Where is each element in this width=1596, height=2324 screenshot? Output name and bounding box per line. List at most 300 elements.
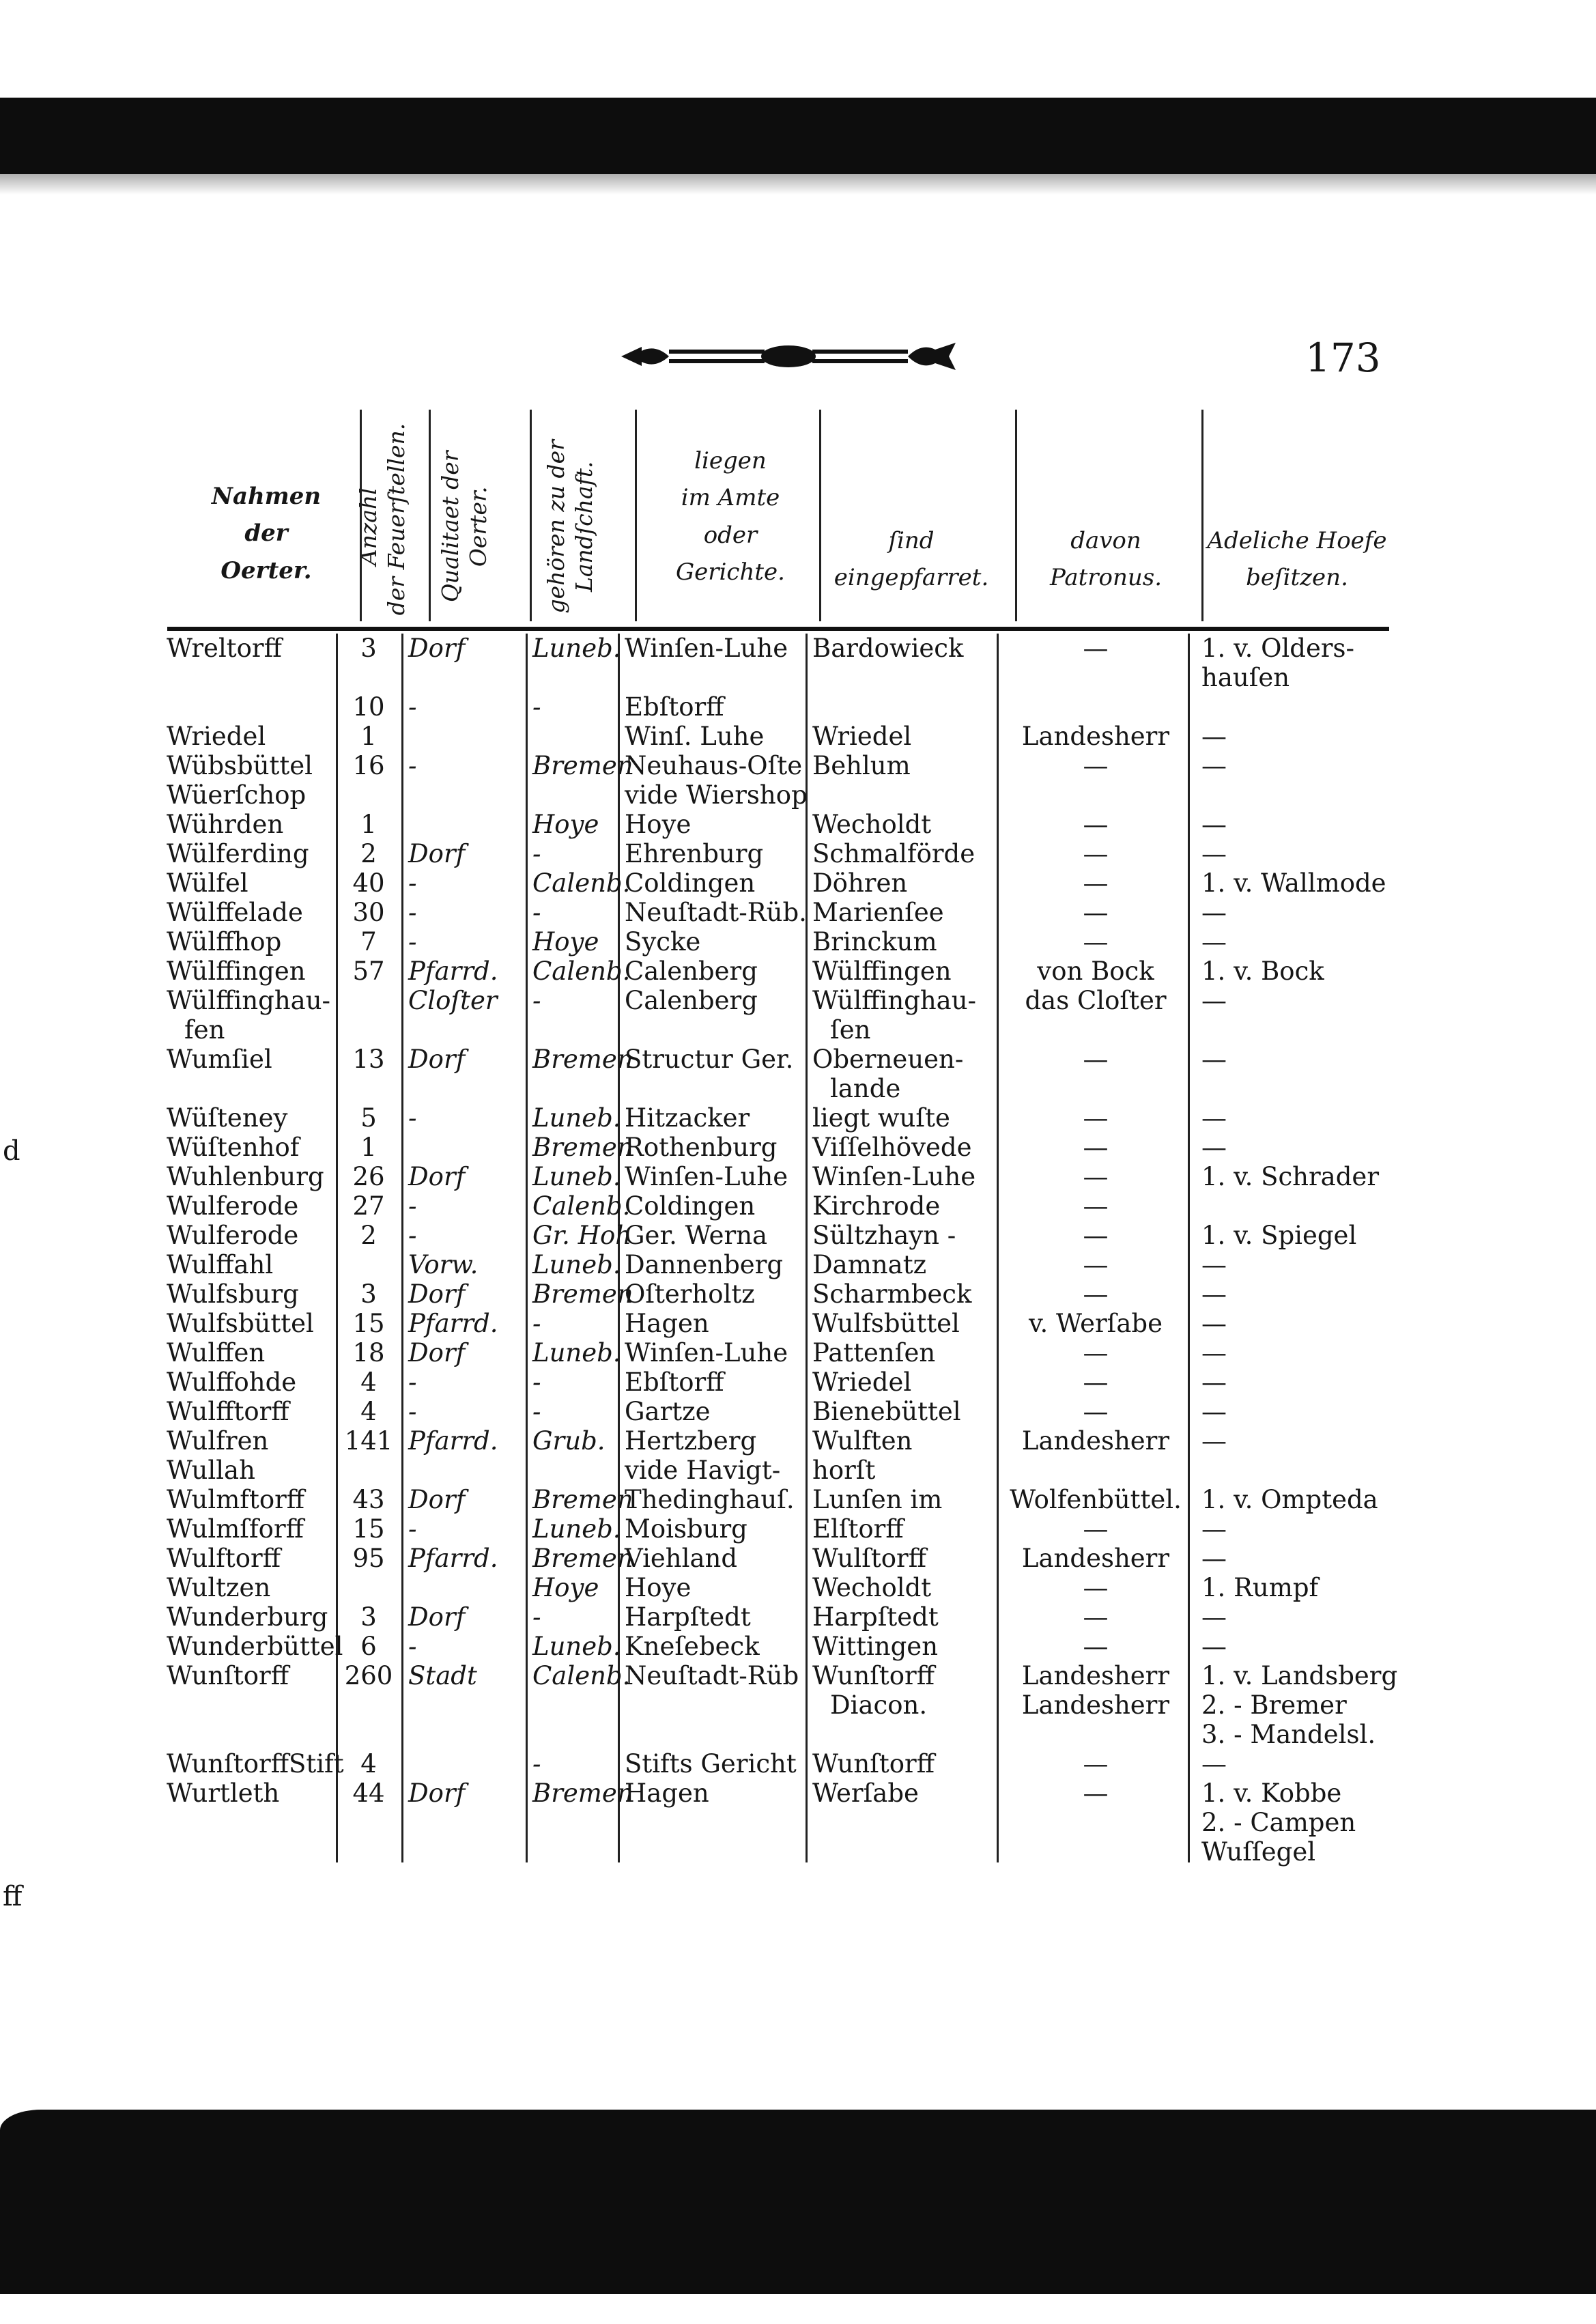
cell-name (157, 1133, 336, 1162)
table-row (157, 1485, 1399, 1514)
cell-noble (1188, 634, 1399, 692)
cell-pat (997, 1338, 1188, 1368)
cell-line: Wulfsbüttel (812, 1309, 960, 1338)
cell-line: Cloſter (408, 986, 498, 1015)
cell-land (526, 1338, 621, 1368)
cell-line: Gartze (625, 1397, 711, 1426)
cell-name (157, 810, 336, 839)
table-row (157, 1309, 1399, 1338)
cell-amt (618, 1045, 806, 1103)
cell-line: - (532, 1368, 541, 1397)
cell-fire (336, 751, 401, 780)
cell-line: 2. - Campen (1201, 1808, 1356, 1837)
cell-line: - (408, 868, 417, 898)
cell-line: - (532, 1749, 541, 1779)
cell-line: Kirchrode (812, 1191, 941, 1221)
cell-line: Werſabe (812, 1779, 919, 1808)
cell-line: 1. Rumpf (1201, 1573, 1319, 1602)
cell-amt (618, 1250, 806, 1279)
cell-land (526, 1544, 633, 1573)
cell-pat (997, 1602, 1188, 1632)
cell-amt (618, 868, 806, 898)
cell-line: Wülffinghau- (167, 986, 331, 1015)
cell-pat (997, 1632, 1188, 1661)
cell-pat (997, 1191, 1188, 1221)
cell-line: 95 (352, 1544, 385, 1573)
cell-name (157, 986, 336, 1045)
cell-noble (1188, 927, 1399, 956)
cell-line: Hoye (532, 927, 599, 956)
cell-par (806, 810, 997, 839)
cell-line: Wunſtorff (812, 1661, 935, 1690)
header-line: ſind (888, 527, 935, 554)
table-row (157, 1632, 1399, 1661)
cell-line: vide Havigt- (625, 1456, 781, 1485)
cell-noble (1188, 1221, 1399, 1250)
cell-qual (401, 1397, 526, 1426)
cell-line (408, 1133, 526, 1162)
cell-line: 13 (352, 1045, 385, 1074)
table-row (157, 1279, 1399, 1309)
cell-par (806, 1250, 997, 1279)
cell-line: Wüſteney (167, 1103, 288, 1133)
table-row (157, 810, 1399, 839)
table-row (157, 1250, 1399, 1279)
cell-line: Dorf (408, 839, 466, 868)
cell-noble (1188, 1250, 1399, 1279)
cell-line: 1. v. Spiegel (1201, 1221, 1357, 1250)
cell-fire (336, 1573, 401, 1602)
cell-line: - (408, 927, 417, 956)
cell-name (157, 1661, 336, 1749)
cell-line: Dorf (408, 1485, 466, 1514)
cell-line: Wulferode (167, 1191, 299, 1221)
cell-fire (336, 1426, 401, 1456)
header-rule (819, 410, 821, 621)
cell-par (806, 956, 997, 986)
cell-line: Wülfel (167, 868, 248, 898)
cell-line: — (1201, 1045, 1227, 1074)
cell-line: Hagen (625, 1309, 709, 1338)
cell-line: Wüſtenhof (167, 1133, 300, 1162)
cell-land (526, 1309, 618, 1338)
cell-fire (336, 1514, 401, 1544)
cell-par (806, 898, 997, 927)
cell-line: 1 (360, 810, 377, 839)
cell-line: 7 (360, 927, 377, 956)
cell-fire (336, 1368, 401, 1397)
cell-line: Ebſtorff (625, 1368, 724, 1397)
cell-par (806, 1573, 997, 1602)
cell-land (526, 1133, 633, 1162)
cell-land (526, 1191, 631, 1221)
cell-line: Wurtleth (167, 1779, 280, 1808)
cell-line: - (532, 1602, 541, 1632)
cell-line (408, 1749, 526, 1779)
cell-par (806, 1426, 997, 1456)
cell-name (157, 1338, 336, 1368)
cell-amt (618, 927, 806, 956)
cell-line (1201, 1456, 1399, 1485)
cell-line: — (1201, 898, 1227, 927)
cell-pat (997, 810, 1188, 839)
table-row (157, 956, 1399, 986)
cell-line: — (1083, 810, 1109, 839)
cell-noble (1188, 898, 1399, 927)
cell-pat (997, 780, 1188, 810)
cell-line: WunſtorffStift (167, 1749, 344, 1779)
header-fire (354, 423, 411, 616)
header-line: Landſchaft. (571, 461, 597, 593)
cell-noble (1188, 1279, 1399, 1309)
cell-line: - (532, 692, 541, 722)
cell-qual (401, 1779, 526, 1867)
cell-pat (997, 1779, 1188, 1867)
cell-line: ſen (830, 1015, 871, 1045)
cell-fire (336, 810, 401, 839)
cell-line: — (1201, 751, 1227, 780)
cell-line: Viehland (625, 1544, 738, 1573)
cell-line (1003, 1456, 1188, 1485)
cell-line (336, 1250, 401, 1279)
cell-land (526, 810, 618, 839)
cell-line: Calenb. (532, 1191, 631, 1221)
cell-line: Wulfsburg (167, 1279, 299, 1309)
cell-line: Wulftorff (167, 1544, 281, 1573)
cell-line: 15 (352, 1309, 385, 1338)
cell-qual (401, 839, 526, 868)
cell-land (526, 1279, 633, 1309)
cell-line: 4 (360, 1749, 377, 1779)
cell-amt (618, 1456, 806, 1485)
cell-line: — (1201, 1514, 1227, 1544)
cell-line: Gr. Hoh (532, 1221, 632, 1250)
cell-amt (618, 1779, 806, 1867)
cell-pat (997, 1397, 1188, 1426)
table-row (157, 1368, 1399, 1397)
header-parish (812, 522, 1010, 597)
cell-line: — (1201, 1309, 1227, 1338)
cell-line: - (408, 898, 417, 927)
cell-line: — (1201, 1338, 1227, 1368)
cell-land (526, 1514, 621, 1544)
cell-line: Bienebüttel (812, 1397, 961, 1426)
cell-qual (401, 1103, 526, 1133)
cell-line: — (1201, 1103, 1227, 1133)
cell-line: - (532, 1309, 541, 1338)
cell-land (526, 1368, 618, 1397)
header-line: Anzahl (354, 487, 382, 566)
cell-amt (618, 839, 806, 868)
cell-qual (401, 634, 526, 692)
table-row (157, 692, 1399, 751)
cell-line (532, 780, 618, 810)
cell-line: Neuhaus-Oſte (625, 751, 803, 780)
cell-qual (401, 1514, 526, 1544)
cell-line: — (1201, 1279, 1227, 1309)
table-row (157, 839, 1399, 868)
cell-par (806, 1661, 997, 1749)
cell-fire (336, 1485, 401, 1514)
header-rule (635, 410, 637, 621)
cell-pat (997, 839, 1188, 868)
cell-line: - (408, 1221, 417, 1250)
cell-qual (401, 1632, 526, 1661)
cell-land (526, 780, 618, 810)
margin-fragment: d (3, 1135, 20, 1167)
cell-line: — (1083, 1749, 1109, 1779)
cell-fire (336, 1779, 401, 1867)
cell-line: Bremen (532, 1279, 633, 1309)
cell-line: - (532, 1397, 541, 1426)
cell-noble (1188, 1309, 1399, 1338)
cell-qual (401, 986, 526, 1045)
cell-line: Luneb. (532, 1250, 621, 1279)
cell-pat (997, 1514, 1188, 1544)
cell-line: Kneſebeck (625, 1632, 760, 1661)
cell-noble (1188, 1749, 1399, 1779)
cell-line: — (1083, 1338, 1109, 1368)
cell-par (806, 780, 997, 810)
cell-line: — (1201, 927, 1227, 956)
cell-line: Hertzberg (625, 1426, 757, 1456)
cell-line: Damnatz (812, 1250, 927, 1279)
table-row (157, 1397, 1399, 1426)
cell-amt (618, 898, 806, 927)
cell-name (157, 1279, 336, 1309)
cell-pat (997, 1544, 1188, 1573)
cell-noble (1188, 1544, 1399, 1573)
cell-line: Wulmftorff (167, 1485, 305, 1514)
cell-pat (997, 1045, 1188, 1103)
cell-par (806, 1632, 997, 1661)
cell-noble (1188, 1779, 1399, 1867)
cell-fire (336, 1133, 401, 1162)
cell-name (157, 868, 336, 898)
cell-pat (997, 1133, 1188, 1162)
cell-line: - (408, 692, 417, 722)
cell-line: Diacon. (830, 1690, 928, 1720)
header-amt (642, 442, 819, 591)
cell-line: — (1083, 1368, 1109, 1397)
cell-land (526, 927, 618, 956)
cell-fire (336, 1602, 401, 1632)
cell-pat (997, 1456, 1188, 1485)
cell-name (157, 1485, 336, 1514)
cell-line: - (532, 898, 541, 927)
cell-line: - (408, 1103, 417, 1133)
cell-qual (401, 1368, 526, 1397)
header-rule (1201, 410, 1203, 621)
cell-amt (618, 1749, 806, 1779)
cell-line: Bremen (532, 1779, 633, 1808)
cell-line: Dorf (408, 1338, 466, 1368)
cell-noble (1188, 1602, 1399, 1632)
cell-land (526, 1162, 621, 1191)
cell-line: — (1083, 1133, 1109, 1162)
cell-noble (1188, 1368, 1399, 1397)
cell-pat (997, 1485, 1188, 1514)
cell-line: Döhren (812, 868, 908, 898)
cell-pat (997, 1309, 1188, 1338)
cell-line (336, 1456, 401, 1485)
cell-amt (618, 1309, 806, 1338)
cell-line: - (532, 986, 541, 1015)
cell-line: 3 (360, 634, 377, 663)
cell-amt (618, 1573, 806, 1602)
cell-amt (618, 1544, 806, 1573)
cell-noble (1188, 1456, 1399, 1485)
cell-line: Hagen (625, 1779, 709, 1808)
header-land (542, 434, 599, 619)
header-line: Gerichte. (676, 558, 785, 586)
cell-line: Pattenſen (812, 1338, 936, 1368)
cell-fire (336, 1544, 401, 1573)
cell-line: — (1083, 1250, 1109, 1279)
table-row (157, 1162, 1399, 1191)
cell-noble (1188, 1426, 1399, 1456)
cell-fire (336, 986, 401, 1045)
header-line: eingepfarret. (833, 564, 989, 592)
header-line: liegen (694, 447, 767, 474)
cell-line (1003, 780, 1188, 810)
cell-line: Bardowieck (812, 634, 964, 663)
cell-line (336, 1573, 401, 1602)
table-row (157, 1514, 1399, 1544)
cell-line: — (1083, 751, 1109, 780)
cell-qual (401, 1191, 526, 1221)
cell-line: Dorf (408, 1162, 466, 1191)
table-row (157, 898, 1399, 927)
cell-noble (1188, 780, 1399, 810)
cell-fire (336, 956, 401, 986)
cell-line: 27 (352, 1191, 385, 1221)
cell-amt (618, 751, 806, 780)
cell-qual (401, 751, 526, 780)
cell-amt (618, 1103, 806, 1133)
cell-name (157, 751, 336, 780)
cell-fire (336, 1632, 401, 1661)
cell-qual (401, 1045, 526, 1103)
cell-line: — (1083, 1514, 1109, 1544)
cell-fire (336, 1103, 401, 1133)
cell-line: 10 (352, 692, 385, 722)
cell-fire (336, 1397, 401, 1426)
cell-line: Harpſtedt (625, 1602, 751, 1632)
cell-line: Winſen-Luhe (625, 1338, 788, 1368)
cell-line: 1 (360, 722, 377, 751)
cell-name (157, 1573, 336, 1602)
cell-line: von Bock (1037, 956, 1154, 986)
cell-amt (618, 1632, 806, 1661)
cell-line: 2. - Bremer (1201, 1690, 1347, 1720)
cell-line: — (1201, 1544, 1227, 1573)
cell-name (157, 692, 336, 751)
cell-line: — (1201, 1368, 1227, 1397)
cell-line: Luneb. (532, 1514, 621, 1544)
cell-land (526, 1456, 618, 1485)
cell-line: Luneb. (532, 634, 621, 663)
table-row (157, 1544, 1399, 1573)
cell-line: — (1201, 722, 1227, 751)
scan-border-bottom (0, 2110, 1596, 2294)
cell-line: Dorf (408, 1779, 466, 1808)
places-table (157, 634, 1399, 1867)
cell-noble (1188, 839, 1399, 868)
cell-line: Winſen-Luhe (625, 1162, 788, 1191)
cell-line: Wecholdt (812, 1573, 932, 1602)
cell-line: Landesherr (1021, 722, 1170, 751)
cell-line: — (1201, 1426, 1227, 1456)
header-rule (1015, 410, 1017, 621)
cell-line: — (1083, 1221, 1109, 1250)
cell-line (167, 692, 336, 722)
cell-line: - (408, 1368, 417, 1397)
cell-line (408, 1456, 526, 1485)
cell-line: Wolfenbüttel. (1010, 1485, 1182, 1514)
cell-line: — (1201, 839, 1227, 868)
cell-line: — (1083, 1045, 1109, 1074)
cell-line: Viſſelhövede (812, 1133, 972, 1162)
cell-line: Wülferding (167, 839, 309, 868)
cell-line: Wriedel (812, 1368, 912, 1397)
cell-land (526, 692, 618, 751)
cell-line: Wunderburg (167, 1602, 328, 1632)
header-rule (530, 410, 532, 621)
cell-amt (618, 1221, 806, 1250)
cell-line: Bremen (532, 1544, 633, 1573)
cell-line: Luneb. (532, 1103, 621, 1133)
cell-amt (618, 1661, 806, 1749)
cell-line: Pfarrd. (408, 1426, 498, 1456)
cell-line: Wulffohde (167, 1368, 297, 1397)
cell-line: Luneb. (532, 1338, 621, 1368)
cell-land (526, 956, 631, 986)
cell-line: Wülffinghau- (812, 986, 977, 1015)
cell-noble (1188, 1338, 1399, 1368)
cell-qual (401, 898, 526, 927)
header-line: Oerter. (220, 556, 312, 584)
cell-line: - (532, 839, 541, 868)
cell-line: Luneb. (532, 1162, 621, 1191)
cell-line: Stifts Gericht (625, 1749, 797, 1779)
cell-line: 1. v. Olders- (1201, 634, 1355, 663)
cell-line: Rothenburg (625, 1133, 778, 1162)
cell-qual (401, 868, 526, 898)
cell-line: — (1201, 1397, 1227, 1426)
cell-line: Wreltorff (167, 634, 282, 663)
cell-pat (997, 1221, 1188, 1250)
cell-fire (336, 927, 401, 956)
cell-pat (997, 986, 1188, 1045)
cell-pat (997, 927, 1188, 956)
cell-name (157, 634, 336, 692)
cell-pat (997, 1103, 1188, 1133)
cell-noble (1188, 692, 1399, 751)
cell-fire (336, 1162, 401, 1191)
cell-line: 3. - Mandelsl. (1201, 1720, 1376, 1749)
cell-line: Winſen-Luhe (625, 634, 788, 663)
cell-par (806, 1514, 997, 1544)
cell-pat (997, 1279, 1188, 1309)
cell-qual (401, 1602, 526, 1632)
cell-par (806, 1456, 997, 1485)
cell-line: 16 (352, 751, 385, 780)
cell-noble (1188, 810, 1399, 839)
cell-par (806, 1279, 997, 1309)
cell-line: Hoye (625, 810, 692, 839)
cell-name (157, 1045, 336, 1103)
